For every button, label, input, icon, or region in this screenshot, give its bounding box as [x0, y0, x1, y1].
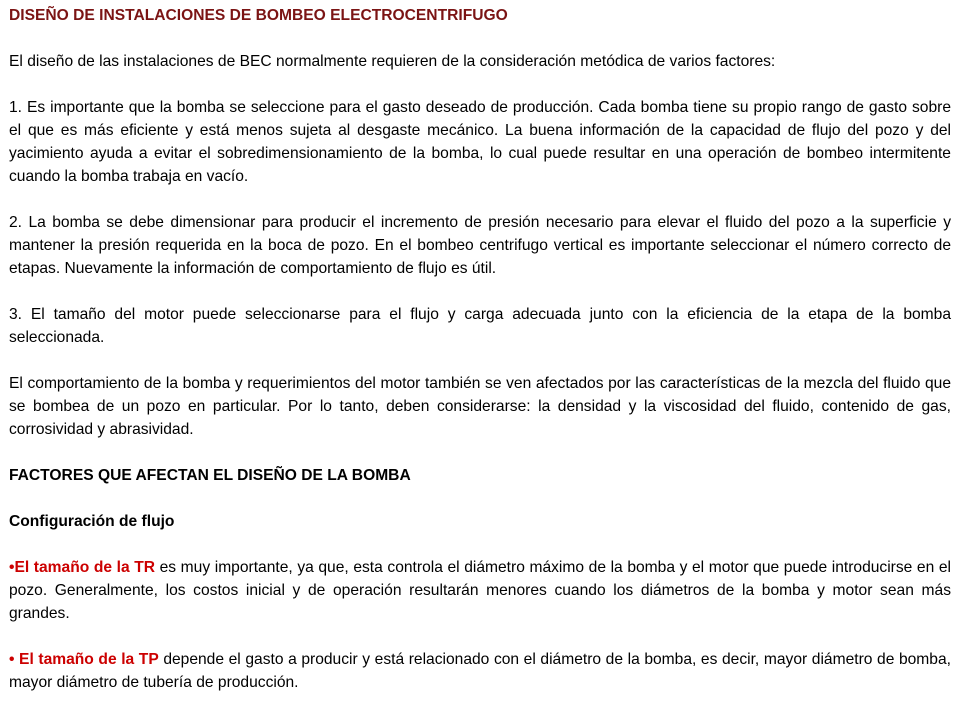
item-2-paragraph: 2. La bomba se debe dimensionar para producir el incremento de presión necesario para elevar el fluido del pozo a la superficie y mantener la presión requerida en la boca de pozo. En el bombeo centrifugo vertical es importante seleccionar el número correcto de etapas. Nuevamente la información de comportamiento de flujo es útil. [9, 214, 951, 277]
factors-heading: FACTORES QUE AFECTAN EL DISEÑO DE LA BOMBA [9, 467, 411, 484]
bullet-1-text: es muy importante, ya que, esta controla el diámetro máximo de la bomba y el motor que puede introducirse en el pozo. Generalmente, los costos inicial y de operación resultarán menores cuando los diámetros de la bomba y motor sean más grandes. [9, 559, 952, 622]
config-heading: Configuración de flujo [9, 513, 175, 530]
bullet-1-paragraph [9, 556, 951, 625]
bullet-1-lead: •El tamaño de la TR [9, 559, 156, 576]
bullet-2-text: depende el gasto a producir y está relacionado con el diámetro de la bomba, es decir, mayor diámetro de bomba, mayor diámetro de tubería de producción. [9, 651, 951, 691]
behavior-paragraph: El comportamiento de la bomba y requerimientos del motor también se ven afectados por las características de la mezcla del fluido que se bombea de un pozo en particular. Por lo tanto, deben considerarse: la densidad y la viscosidad del fluido, contenido de gas, corrosividad y abrasividad. [9, 375, 951, 438]
item-3-paragraph: 3. El tamaño del motor puede seleccionarse para el flujo y carga adecuada junto con la eficiencia de la etapa de la bomba seleccionada. [9, 306, 951, 346]
item-1-paragraph: 1. Es importante que la bomba se seleccione para el gasto deseado de producción. Cada bomba tiene su propio rango de gasto sobre el que es más eficiente y está menos sujeta al desgaste mecánico. La buena información de la capacidad de flujo del pozo y del yacimiento ayuda a evitar el sobredimensionamiento de la bomba, lo cual puede resultar en una operación de bombeo intermitente cuando la bomba trabaja en vacío. [9, 99, 951, 185]
bullet-2-lead: • El tamaño de la TP [9, 651, 159, 668]
bullet-2-paragraph [9, 648, 951, 694]
document-title: DISEÑO DE INSTALACIONES DE BOMBEO ELECTROCENTRIFUGO [9, 7, 508, 24]
intro-paragraph: El diseño de las instalaciones de BEC normalmente requieren de la consideración metódica de varios factores: [9, 53, 776, 70]
